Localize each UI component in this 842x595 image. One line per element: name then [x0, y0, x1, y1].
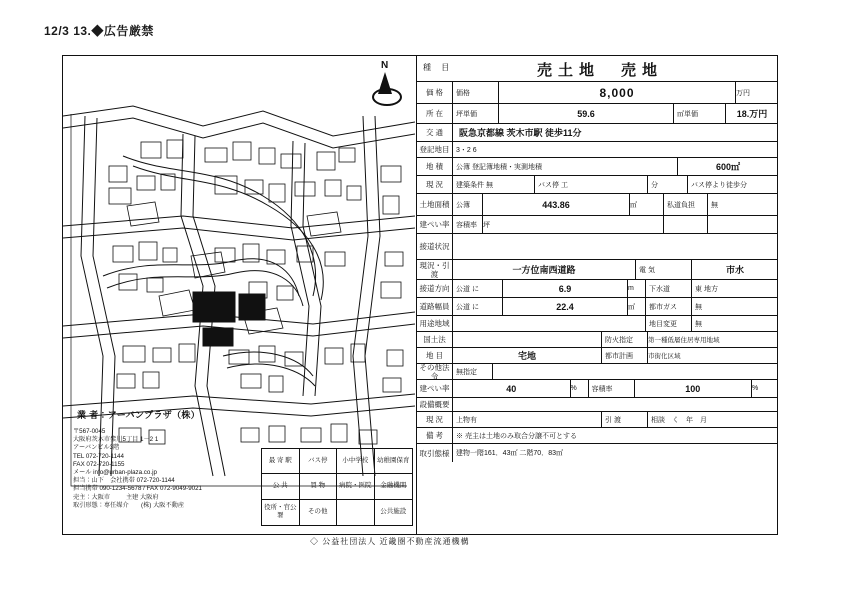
- row-label: 現況・引渡: [417, 260, 453, 279]
- facility-cell: 公 共: [262, 474, 300, 499]
- row-value: 阪急京都線 茨木市駅 徒歩11分: [459, 128, 582, 138]
- row-value-2: 18.万円: [736, 109, 768, 119]
- row-sublabel: 公簿 登記簿地積・実測地積: [456, 163, 542, 171]
- facility-cell: 買 物: [300, 474, 338, 499]
- row-label: 国土法: [417, 332, 453, 347]
- form-row-registration: [417, 142, 778, 158]
- row-unit: ㎡: [630, 201, 637, 209]
- row-unit: 万円: [736, 89, 750, 97]
- row-sublabel-2: 引 渡: [605, 416, 621, 424]
- facility-cell: その他: [300, 500, 338, 525]
- row-label: 建ぺい率: [417, 380, 453, 397]
- company-info-line: 担当携帯 090-1234-5678 / FAX 072-9049-9021: [73, 485, 202, 493]
- row-unit: 坪: [483, 221, 490, 229]
- row-label: 設備概要: [417, 398, 453, 411]
- facility-cell: バス停: [300, 449, 338, 474]
- compass-icon: [368, 62, 404, 108]
- row-value: 22.4: [556, 301, 574, 312]
- row-label: 価 格: [417, 82, 453, 103]
- row-value: 8,000: [599, 85, 635, 100]
- row-label: 土地面積: [417, 194, 453, 215]
- row-value: 443.86: [542, 199, 570, 210]
- row-value-2: 相談 く 年 月: [651, 416, 707, 424]
- row-label: 現 況: [417, 176, 453, 193]
- row-sublabel-2: 都市ガス: [649, 303, 677, 311]
- row-unit: m: [628, 285, 634, 292]
- form-row-land-area: [417, 194, 778, 216]
- row-sublabel: 坪単価: [456, 110, 477, 118]
- facility-cell: 小中学校: [337, 449, 375, 474]
- row-value-2: 無: [695, 303, 702, 311]
- row-sublabel-2: ㎡単価: [677, 110, 698, 118]
- row-label: 建ぺい率: [417, 216, 453, 233]
- map-facilities-table: [261, 448, 413, 526]
- row-sublabel: 公道 に: [456, 303, 479, 311]
- property-detail-form: [416, 56, 777, 534]
- row-label: 現 況: [417, 412, 453, 427]
- facility-cell: [337, 500, 375, 525]
- company-info-line: メール info@urban-plaza.co.jp: [73, 469, 157, 477]
- form-row-current-status: [417, 260, 778, 280]
- row-sublabel-2: 地目変更: [649, 320, 677, 328]
- row-value: 上物有: [456, 416, 477, 424]
- facility-cell: 公共施設: [380, 508, 407, 516]
- row-value-2: 東 地方: [695, 285, 718, 293]
- row-value: バス停 工: [538, 181, 568, 189]
- row-sublabel: 価格: [456, 89, 470, 97]
- row-unit: %: [570, 385, 577, 392]
- form-row-price: [417, 82, 778, 104]
- form-row-unit-price: [417, 104, 778, 124]
- facility-cell: 金融機関: [375, 474, 413, 499]
- form-row-coverage-blank: [417, 216, 778, 234]
- row-value-2: 100: [685, 383, 701, 394]
- form-row-road-status: [417, 234, 778, 260]
- form-row-equipment: [417, 398, 778, 412]
- row-label: 交 通: [417, 124, 453, 141]
- form-row-zoning: [417, 316, 778, 332]
- row-label: 備 考: [417, 428, 453, 443]
- row-sublabel-2: 防火指定: [605, 336, 633, 344]
- row-value: 6.9: [558, 283, 572, 294]
- form-row-other-laws: [417, 364, 778, 380]
- property-map[interactable]: [63, 56, 415, 534]
- company-info-line: FAX 072-720-1155: [73, 460, 125, 468]
- document-footer: ◇ 公益社団法人 近畿圏不動産流通機構: [310, 537, 470, 546]
- form-row-ratios: [417, 380, 778, 398]
- form-row-remarks: [417, 428, 778, 444]
- row-value: 無指定: [456, 368, 477, 376]
- form-row-land-category: [417, 348, 778, 364]
- row-label: 所 在: [417, 104, 453, 123]
- row-sublabel: 公簿: [456, 201, 470, 209]
- company-info-line: 〒567-0045: [73, 428, 106, 435]
- row-sublabel: 建築条件 無: [456, 181, 493, 189]
- company-info-line: TEL 072-720-1144: [73, 452, 124, 460]
- form-row-handover: [417, 412, 778, 428]
- row-label: その他法令: [417, 364, 453, 379]
- row-label: 道路幅員: [417, 298, 453, 315]
- row-value-2: 第一種低層住居専用地域: [648, 337, 720, 344]
- form-row-frontage: [417, 280, 778, 298]
- form-rows: [417, 82, 778, 462]
- form-row-national-land-law: [417, 332, 778, 348]
- row-sublabel: 容積率: [456, 221, 477, 229]
- form-row-land-registry: [417, 158, 778, 176]
- row-value: 59.6: [577, 108, 595, 119]
- form-kind-label: 種 目: [423, 63, 454, 72]
- row-value: 40: [506, 383, 517, 394]
- row-label: 地 目: [417, 348, 453, 363]
- row-value-2: 無: [711, 201, 718, 209]
- row-label: 地 積: [417, 158, 453, 175]
- company-info-line: 取引形態：専任媒介 (株) 大阪不動産: [73, 501, 185, 509]
- facility-cell: 最 寄 駅: [262, 449, 300, 474]
- row-value-2: 無: [695, 320, 702, 328]
- facility-cell: 幼稚園保育: [375, 449, 413, 474]
- row-value: 3・2 6: [456, 146, 477, 154]
- row-sublabel-2: 私道負担: [667, 201, 695, 209]
- row-value: 宅地: [517, 351, 536, 361]
- row-sublabel-2: 都市計画: [605, 352, 633, 360]
- row-label: 用途地域: [417, 316, 453, 331]
- page-header-note: 12/3 13.◆広告厳禁: [44, 24, 154, 38]
- row-value-2: 市水: [725, 265, 744, 275]
- row-unit: ㎡: [628, 303, 635, 311]
- facility-cell: 役所・官公署: [262, 500, 300, 525]
- company-info-line: アーバンビル3階: [73, 444, 120, 452]
- facility-cell: 病院・医院: [337, 474, 375, 499]
- row-value: ※ 売主は土地のみ取合分譲不可とする: [456, 432, 577, 440]
- row-label: 取引態様: [417, 444, 453, 462]
- row-unit-2: %: [752, 385, 759, 392]
- form-row-transaction-type: [417, 444, 778, 462]
- row-sublabel-2: 容積率: [591, 385, 613, 393]
- row-value: 建物一階161．43㎡ 二階70．83㎡: [456, 450, 563, 457]
- map-company-name: 業 者：アーバンプラザ（株）: [77, 410, 200, 420]
- company-info-line: 担当：山下 会社携帯 072-720-1144: [73, 477, 175, 485]
- row-value-2: 市街化区域: [648, 353, 681, 360]
- row-label: 接道状況: [417, 234, 453, 259]
- form-row-access: [417, 124, 778, 142]
- row-value-2: 分: [651, 181, 658, 189]
- form-title-bar: [417, 56, 778, 82]
- form-row-bus: [417, 176, 778, 194]
- row-value-3: バス停より徒歩分: [691, 181, 747, 189]
- row-label: 接道方向: [417, 280, 453, 297]
- map-company-info: [73, 428, 253, 510]
- company-info-line: 大阪府茨木市紫川5丁目 1－2 1: [73, 436, 159, 444]
- row-value: 一方位南西道路: [512, 265, 576, 275]
- row-sublabel-2: 電 気: [639, 266, 655, 274]
- row-label: 登記地目: [417, 142, 453, 157]
- form-row-road-width: [417, 298, 778, 316]
- row-sublabel-2: 下水道: [649, 285, 670, 293]
- company-info-line: 売主：大阪市 主建 大阪府: [73, 493, 159, 501]
- compass-north-label: N: [381, 60, 389, 71]
- form-title: 売土地 売地: [537, 62, 664, 79]
- row-sublabel: 公道 に: [456, 285, 479, 293]
- row-value-2: 600㎡: [715, 162, 741, 172]
